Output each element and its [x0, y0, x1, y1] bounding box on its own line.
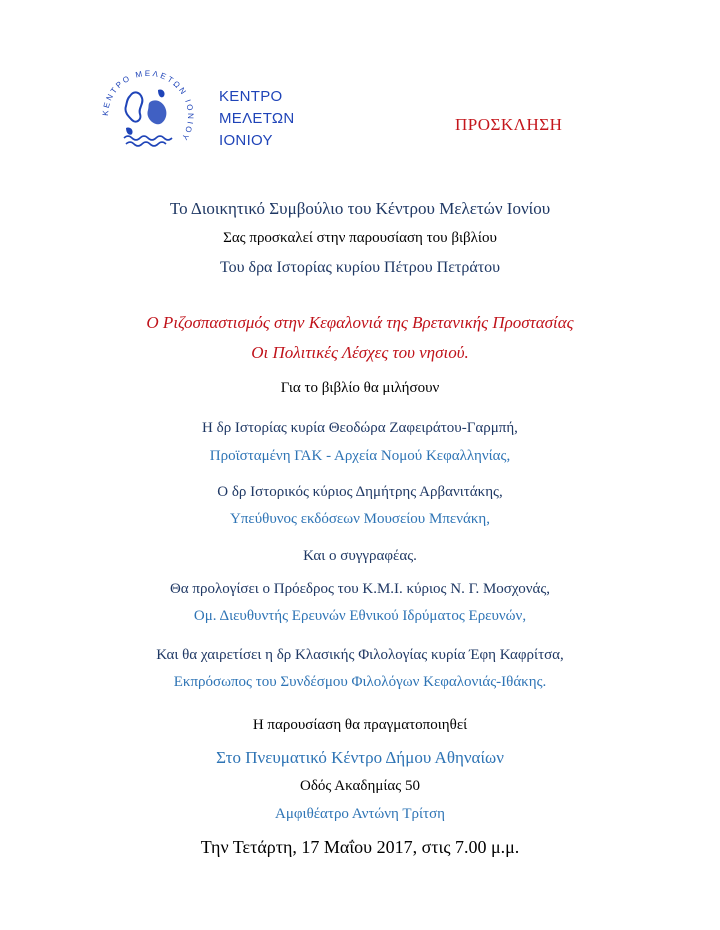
board-line: Το Διοικητικό Συμβούλιο του Κέντρου Μελετών Ιονίου: [169, 199, 551, 218]
speakers-heading: Για το βιβλίο θα μιλήσουν: [280, 380, 440, 396]
preface-speaker: Θα προλογίσει ο Πρόεδρος του Κ.Μ.Ι. κύριος Ν. Γ. Μοσχονάς,: [169, 581, 551, 597]
svg-text:ΚΕΝΤΡΟ ΜΕΛΕΤΩΝ ΙΟΝΙΟΥ: [101, 69, 195, 143]
organization-name: [219, 86, 295, 152]
venue-heading: Η παρουσίαση θα πραγματοποιηθεί: [252, 717, 468, 733]
invitation-title: ΠΡΟΣΚΛΗΣΗ: [455, 115, 563, 134]
organization-logo: [100, 68, 196, 164]
speaker-1-name: Η δρ Ιστορίας κυρία Θεοδώρα Ζαφειράτου-Γαρμπή,: [202, 420, 518, 436]
org-name-line-3: ΙΟΝΙΟΥ: [219, 132, 273, 149]
event-date: Την Τετάρτη, 17 Μαΐου 2017, στις 7.00 μ.μ.: [200, 837, 520, 857]
preface-speaker-title: Ομ. Διευθυντής Ερευνών Εθνικού Ιδρύματος Ερευνών,: [193, 608, 527, 624]
speaker-2-name: Ο δρ Ιστορικός κύριος Δημήτρης Αρβανιτάκης,: [217, 484, 503, 500]
venue-name: Στο Πνευματικό Κέντρο Δήμου Αθηναίων: [216, 748, 504, 767]
book-subtitle: Οι Πολιτικές Λέσχες του νησιού.: [251, 343, 469, 362]
seal-icon: [100, 68, 196, 164]
greeting-speaker-title: Εκπρόσωπος του Συνδέσμου Φιλολόγων Κεφαλονιάς-Ιθάκης.: [173, 674, 547, 690]
book-title: Ο Ριζοσπαστισμός στην Κεφαλονιά της Βρετανικής Προστασίας: [146, 313, 574, 332]
invite-line: Σας προσκαλεί στην παρουσίαση του βιβλίου: [223, 230, 497, 246]
org-name-line-1: ΚΕΝΤΡΟ: [219, 88, 283, 105]
author-line: Του δρα Ιστορίας κυρίου Πέτρου Πετράτου: [219, 259, 501, 276]
greeting-speaker: Και θα χαιρετίσει η δρ Κλασικής Φιλολογίας κυρία Έφη Καφρίτσα,: [156, 647, 564, 663]
venue-address: Οδός Ακαδημίας 50: [300, 778, 420, 794]
speaker-1-title: Προϊσταμένη ΓΑΚ - Αρχεία Νομού Κεφαλληνίας,: [209, 448, 511, 464]
logo-ring-text: ΚΕΝΤΡΟ ΜΕΛΕΤΩΝ ΙΟΝΙΟΥ: [100, 68, 196, 144]
speaker-2-title: Υπεύθυνος εκδόσεων Μουσείου Μπενάκη,: [230, 511, 490, 527]
speaker-3-author: Και ο συγγραφέας.: [303, 548, 417, 564]
venue-hall: Αμφιθέατρο Αντώνη Τρίτση: [275, 806, 445, 822]
org-name-line-2: ΜΕΛΕΤΩΝ: [219, 110, 295, 127]
